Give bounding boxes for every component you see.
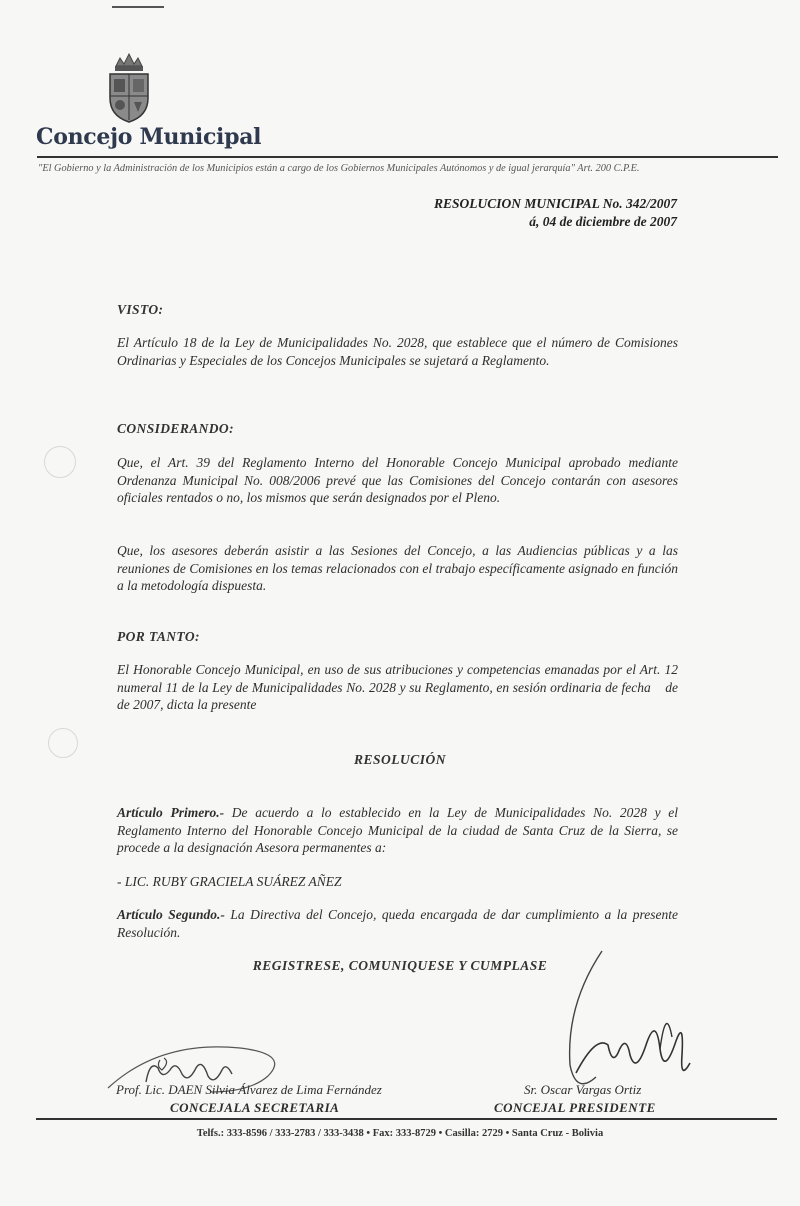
article-1 — [117, 804, 678, 857]
article-1-text: De acuerdo a lo establecido en la Ley de Municipalidades No. 2028 y el Reglamento Interno del Honorable Concejo Municipal de la ciudad de Santa Cruz de la Sierra, se procede a la designación Asesora permanentes a: — [117, 805, 678, 855]
considerando-heading: CONSIDERANDO: — [117, 421, 234, 436]
resolucion-title: RESOLUCIÓN — [353, 752, 447, 767]
scan-mark — [112, 6, 164, 8]
header-rule — [37, 156, 778, 158]
coat-of-arms-icon — [106, 52, 152, 124]
footer-contact: Telfs.: 333-8596 / 333-2783 / 333-3438 • Fax: 333-8729 • Casilla: 2729 • Santa Cruz - Bolivia — [196, 1128, 604, 1139]
por-tanto-text: El Honorable Concejo Municipal, en uso de sus atribuciones y competencias emanadas por el Art. 12 numeral 11 de la Ley de Municipalidades No. 2028 y su Reglamento, en sesión ordinaria de fecha de de 2007, dicta la presente — [117, 662, 705, 712]
right-signatory-role: CONCEJAL PRESIDENTE — [494, 1100, 656, 1115]
considerando-paragraph-1: Que, el Art. 39 del Reglamento Interno del Honorable Concejo Municipal aprobado mediante Ordenanza Municipal No. 008/2006 prevé que las Comisiones del Concejo contarán con asesores oficiales rentados o no, los mismos que serán designados por el Pleno. — [117, 455, 678, 505]
footer-rule — [36, 1118, 777, 1120]
article-1-label: Artículo Primero.- — [117, 805, 225, 820]
considerando-paragraph-2: Que, los asesores deberán asistir a las Sesiones del Concejo, a las Audiencias públicas y a las reuniones de Comisiones en los temas relacionados con el trabajo específicamente asignado en función a la metodología dispuesta. — [117, 543, 678, 593]
right-handwritten-signature — [556, 945, 696, 1105]
appointee-line: - LIC. RUBY GRACIELA SUÁREZ AÑEZ — [117, 874, 342, 889]
closing-statement: REGISTRESE, COMUNIQUESE Y CUMPLASE — [252, 958, 548, 973]
article-2-text: La Directiva del Concejo, queda encargada de dar cumplimiento a la presente Resolución. — [117, 907, 678, 940]
left-signatory-name: Prof. Lic. DAEN Silvia Álvarez de Lima Fernández — [116, 1082, 382, 1097]
visto-text: El Artículo 18 de la Ley de Municipalidades No. 2028, que establece que el número de Comisiones Ordinarias y Especiales de los Concejos Municipales se sujetará a Reglamento. — [117, 335, 678, 368]
header-motto: "El Gobierno y la Administración de los Municipios están a cargo de los Gobiernos Municipales Autónomos y de igual jerarquía" Art. 200 C.P.E. — [38, 163, 640, 174]
left-signatory-role: CONCEJALA SECRETARIA — [170, 1100, 340, 1115]
org-title: Concejo Municipal — [36, 124, 262, 150]
punch-hole-top — [44, 446, 76, 478]
por-tanto-heading: POR TANTO: — [117, 629, 200, 644]
article-2 — [117, 906, 678, 941]
resolution-number: RESOLUCION MUNICIPAL No. 342/2007 — [433, 196, 677, 211]
visto-heading: VISTO: — [117, 302, 164, 317]
right-signatory-name: Sr. Oscar Vargas Ortiz — [524, 1082, 642, 1097]
article-2-label: Artículo Segundo.- — [117, 907, 225, 922]
resolution-date: á, 04 de diciembre de 2007 — [529, 214, 677, 229]
